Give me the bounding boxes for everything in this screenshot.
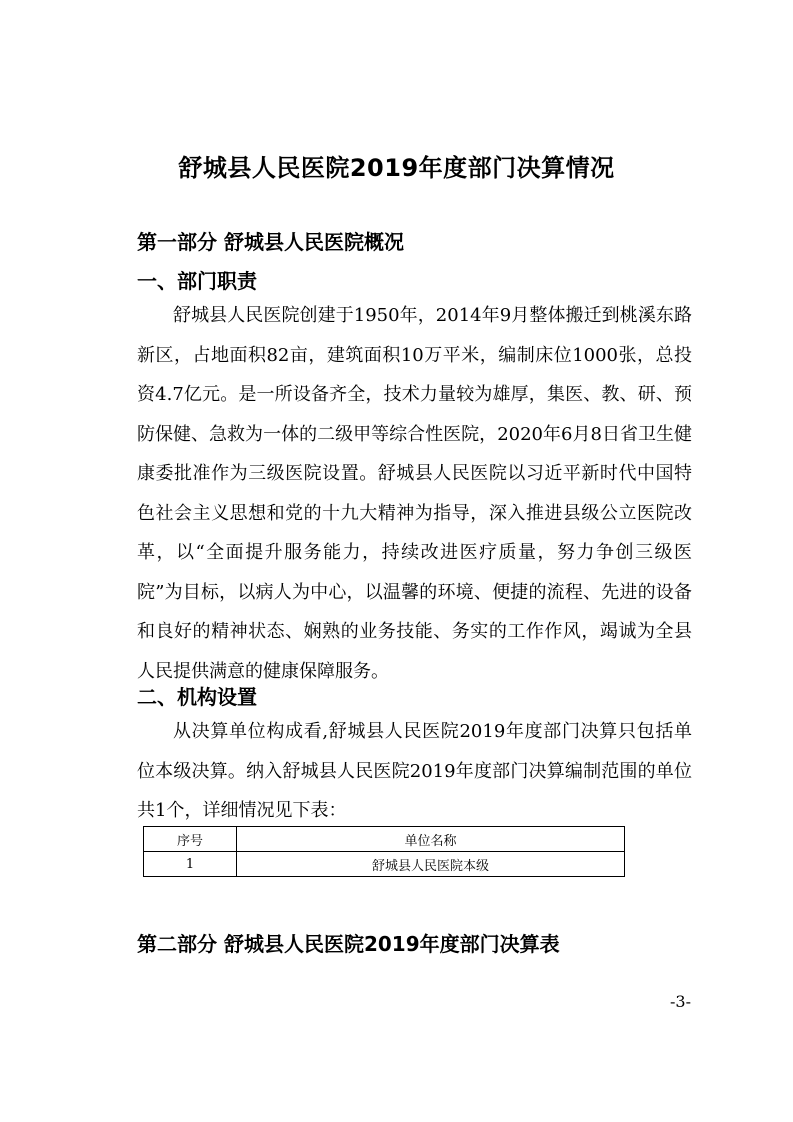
section1-paragraph: 舒城县人民医院创建于1950年，2014年9月整体搬迁到桃溪东路新区，占地面积82亩，建筑面积10万平米，编制床位1000张，总投资4.7亿元。是一所设备齐全，技术力量较为雄厚，集医、教、研、预防保健、急救为一体的二级甲等综合性医院，2020年6月8日省卫生健康委批准作为三级医院设置。舒城县人民医院以习近平新时代中国特色社会主义思想和党的十九大精神为指导，深入推进县级公立医院改革，以“全面提升服务能力，持续改进医疗质量，努力争创三级医院”为目标，以病人为中心，以温馨的环境、便捷的流程、先进的设备和良好的精神状态、娴熟的业务技能、务实的工作作风，竭诚为全县人民提供满意的健康保障服务。 — [137, 305, 692, 682]
table-row — [144, 852, 625, 877]
page-title: 舒城县人民医院2019年度部门决算情况 — [178, 154, 615, 182]
part1-heading: 第一部分 舒城县人民医院概况 — [137, 230, 404, 254]
part2-heading: 第二部分 舒城县人民医院2019年度部门决算表 — [137, 932, 560, 956]
section2-paragraph: 从决算单位构成看,舒城县人民医院2019年度部门决算只包括单位本级决算。纳入舒城县人民医院2019年度部门决算编制范围的单位共1个，详细情况见下表： — [137, 721, 692, 821]
section2-heading: 二、机构设置 — [137, 685, 257, 709]
page-number: -3- — [670, 992, 691, 1011]
table-cell: 舒城县人民医院本级 — [237, 852, 625, 877]
table-header-cell: 单位名称 — [237, 827, 625, 852]
section1-heading: 一、部门职责 — [137, 269, 257, 293]
table-cell: 1 — [144, 852, 237, 877]
unit-table — [143, 826, 625, 877]
table-header-row — [144, 827, 625, 852]
table-header-cell: 序号 — [144, 827, 237, 852]
